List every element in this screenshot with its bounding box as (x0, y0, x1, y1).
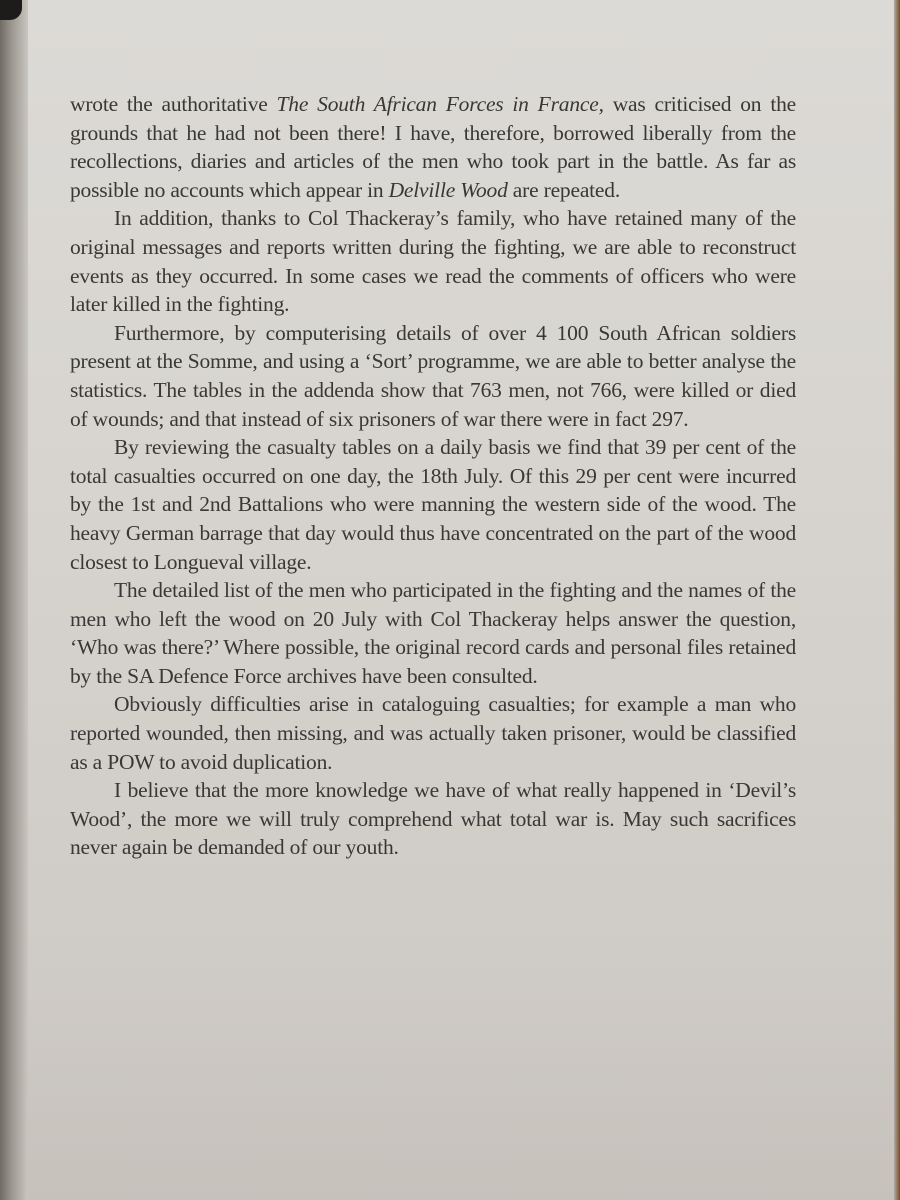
book-gutter-shadow (0, 0, 28, 1200)
table-surface-edge (894, 0, 900, 1200)
paragraph (70, 576, 796, 690)
text-segment: Furthermore, by computerising details of over 4 100 South African soldiers present at the Somme, and using a ‘Sort’ programme, we are able to better analyse the statistics. The tables in the addenda show that 763 men, not 766, were killed or died of wounds; and that instead of six prisoners of war there were in fact 297. (70, 320, 796, 431)
paragraph (70, 319, 796, 433)
text-segment: wrote the authoritative (70, 92, 277, 116)
text-segment: The detailed list of the men who participated in the fighting and the names of the men who left the wood on 20 July with Col Thackeray helps answer the question, ‘Who was there?’ Where possible, the original record cards and personal files retained by the SA Defence Force archives have been consulted. (70, 578, 796, 688)
paragraph (70, 776, 796, 862)
italic-title: The South African Forces in France, (276, 92, 604, 116)
paragraph (70, 690, 796, 776)
text-segment: I believe that the more knowledge we have of what really happened in ‘Devil’s Wood’, the more we will truly comprehend what total war is. May such sacrifices never again be demanded of our youth. (70, 778, 796, 860)
italic-title: Delville Wood (388, 177, 508, 202)
paragraph (70, 90, 796, 204)
text-segment: By reviewing the casualty tables on a daily basis we find that 39 per cent of the total casualties occurred on one day, the 18th July. Of this 29 per cent were incurred by the 1st and 2nd Battalions who were manning the western side of the wood. The heavy German barrage that day would thus have concentrated on the part of the wood closest to Longueval village. (70, 435, 796, 574)
paragraph (70, 204, 796, 318)
text-segment: In addition, thanks to Col Thackeray’s family, who have retained many of the original messages and reports written during the fighting, we are able to reconstruct events as they occurred. In some cases we read the comments of officers who were later killed in the fighting. (70, 206, 796, 317)
text-segment: are repeated. (507, 177, 620, 202)
text-segment: Obviously difficulties arise in cataloguing casualties; for example a man who reported wounded, then missing, and was actually taken prisoner, would be classified as a POW to avoid duplication. (70, 692, 796, 774)
paragraph (70, 433, 796, 576)
text-segment: was criticised on the grounds that he had not been there! I have, therefore, borrowed liberally from the recollections, diaries and articles of the men who took part in the battle. As far as possible no accounts which appear in (70, 92, 796, 202)
body-text (70, 90, 796, 862)
